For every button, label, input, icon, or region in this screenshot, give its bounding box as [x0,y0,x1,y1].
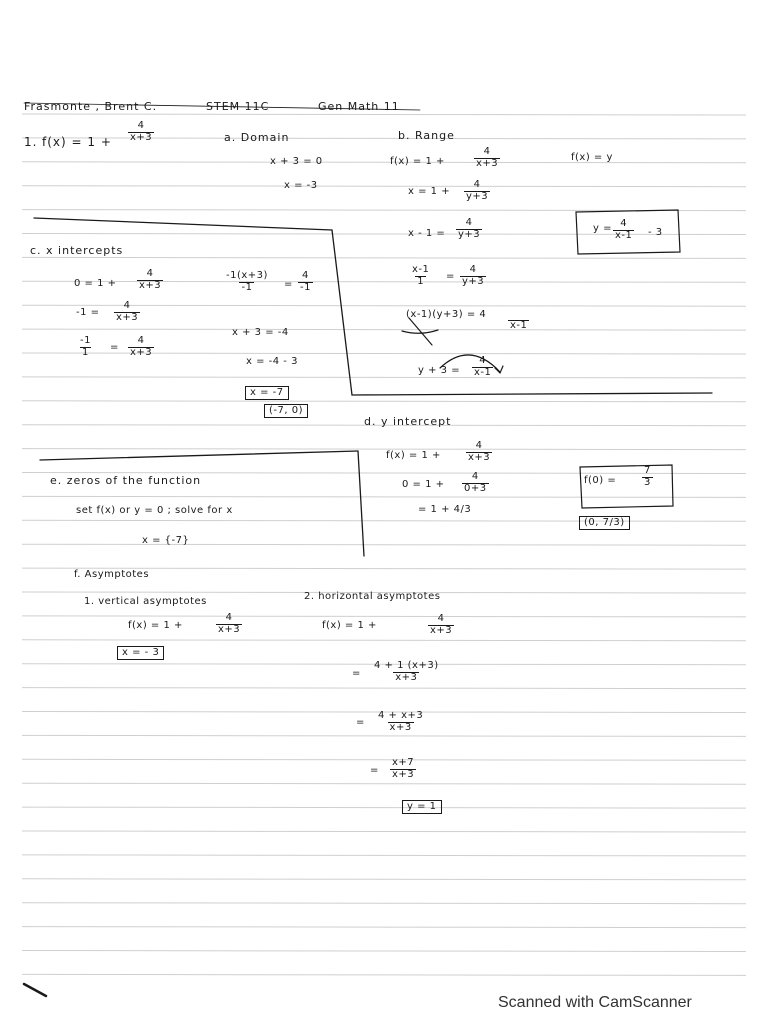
horizontal-equation: f(x) = 1 + [322,620,377,631]
x-int-step-a3-right: $\frac{4}{x+3}$ [130,335,153,358]
vertical-equation-fraction: $\frac{4}{x+3}$ [218,612,241,635]
y-intercept-top-divider [352,393,712,395]
y-int-answer-box [580,465,673,508]
range-step-4-right: $\frac{4}{y+3}$ [462,264,485,287]
horizontal-step-1-equals: = [352,668,361,679]
domain-title: a. Domain [224,131,290,144]
horizontal-asymptote-answer: y = 1 [402,800,442,814]
x-int-step-a1-fraction: $\frac{4}{x+3}$ [139,268,162,291]
y-int-answer-lhs: f(0) = [584,475,617,486]
camscanner-watermark: Scanned with CamScanner [498,994,692,1011]
x-int-answer: x = -7 [245,386,289,400]
range-step-3: x - 1 = [408,228,446,239]
range-step-4-left: $\frac{x-1}{1}$ [412,264,430,287]
problem-fraction: $\frac{4}{x+3}$ [130,120,153,143]
student-name: Frasmonte , Brent C. [24,100,158,113]
horizontal-step-3-equals: = [370,765,379,776]
range-title: b. Range [398,129,455,142]
y-int-point: (0, 7/3) [579,516,630,530]
x-int-step-a3-left: $\frac{-1}{1}$ [80,335,91,358]
x-int-step-a2-fraction: $\frac{4}{x+3}$ [116,300,139,323]
range-step-3-fraction: $\frac{4}{y+3}$ [458,217,481,240]
y-int-step-2-fraction: $\frac{4}{0+3}$ [464,471,487,494]
section-label: STEM 11C [206,100,270,113]
y-int-step-2: 0 = 1 + [402,479,445,490]
range-step-6-fraction: $\frac{4}{x-1}$ [474,355,492,378]
range-step-6: y + 3 = [418,365,461,376]
range-note: f(x) = y [571,152,613,163]
range-step-2-fraction: $\frac{4}{y+3}$ [466,179,489,202]
range-step-4-equals: = [446,271,455,282]
x-int-step-b1-equals: = [284,279,293,290]
range-step-2: x = 1 + [408,186,451,197]
x-int-step-a1: 0 = 1 + [74,278,117,289]
horizontal-step-3-fraction: $\frac{x+7}{x+3}$ [392,757,415,780]
range-cancel-arrow [409,318,432,345]
domain-step-2: x = -3 [284,180,318,191]
x-int-step-b1-right: $\frac{4}{-1}$ [300,270,311,293]
zeros-top-divider [40,451,358,460]
range-transfer-arrowhead [495,366,503,373]
x-int-step-b1-left: $\frac{-1(x+3)}{-1}$ [226,270,268,293]
y-int-step-1: f(x) = 1 + [386,450,441,461]
zeros-title: e. zeros of the function [50,474,202,487]
horizontal-step-1-fraction: $\frac{4 + 1 (x+3)}{x+3}$ [374,660,439,683]
horizontal-step-2-fraction: $\frac{4 + x+3}{x+3}$ [378,710,424,733]
x-int-point: (-7, 0) [264,404,308,418]
range-step-5-denominator: x-1 [510,320,528,331]
range-step-1-fraction: $\frac{4}{x+3}$ [476,146,499,169]
x-int-step-a3-equals: = [110,342,119,353]
x-int-step-b2: x + 3 = -4 [232,327,289,338]
vertical-asymptote-answer: x = - 3 [117,646,164,660]
x-intercepts-top-divider [34,218,332,230]
horizontal-equation-fraction: $\frac{4}{x+3}$ [430,613,453,636]
page-corner-mark [24,984,46,996]
problem-number: 1. [24,135,38,149]
x-int-step-a2: -1 = [76,307,100,318]
asymptotes-title: f. Asymptotes [74,569,150,580]
y-int-answer-fraction: $\frac{7}{3}$ [644,465,651,488]
vertical-equation: f(x) = 1 + [128,620,183,631]
range-answer-fraction: $\frac{4}{x-1}$ [615,218,633,241]
problem-function: f(x) = 1 + [42,135,112,149]
y-int-step-1-fraction: $\frac{4}{x+3}$ [468,440,491,463]
x-int-step-b3: x = -4 - 3 [246,356,298,367]
vertical-asymptotes-title: 1. vertical asymptotes [84,596,207,607]
zeros-answer: x = {-7} [142,535,190,546]
zeros-right-divider [358,451,364,556]
range-answer-rhs: - 3 [648,227,663,238]
zeros-instruction: set f(x) or y = 0 ; solve for x [76,505,233,516]
range-step-1: f(x) = 1 + [390,156,445,167]
y-intercept-title: d. y intercept [364,415,452,428]
subject-label: Gen Math 11 [318,100,400,113]
x-intercepts-title: c. x intercepts [30,244,124,257]
x-intercepts-right-divider [332,230,352,395]
domain-step-1: x + 3 = 0 [270,156,323,167]
range-answer-lhs: y = [593,223,612,234]
horizontal-asymptotes-title: 2. horizontal asymptotes [304,591,441,602]
horizontal-step-2-equals: = [356,717,365,728]
range-step-5: (x-1)(y+3) = 4 [406,309,487,320]
y-int-step-3: = 1 + 4/3 [418,504,472,515]
